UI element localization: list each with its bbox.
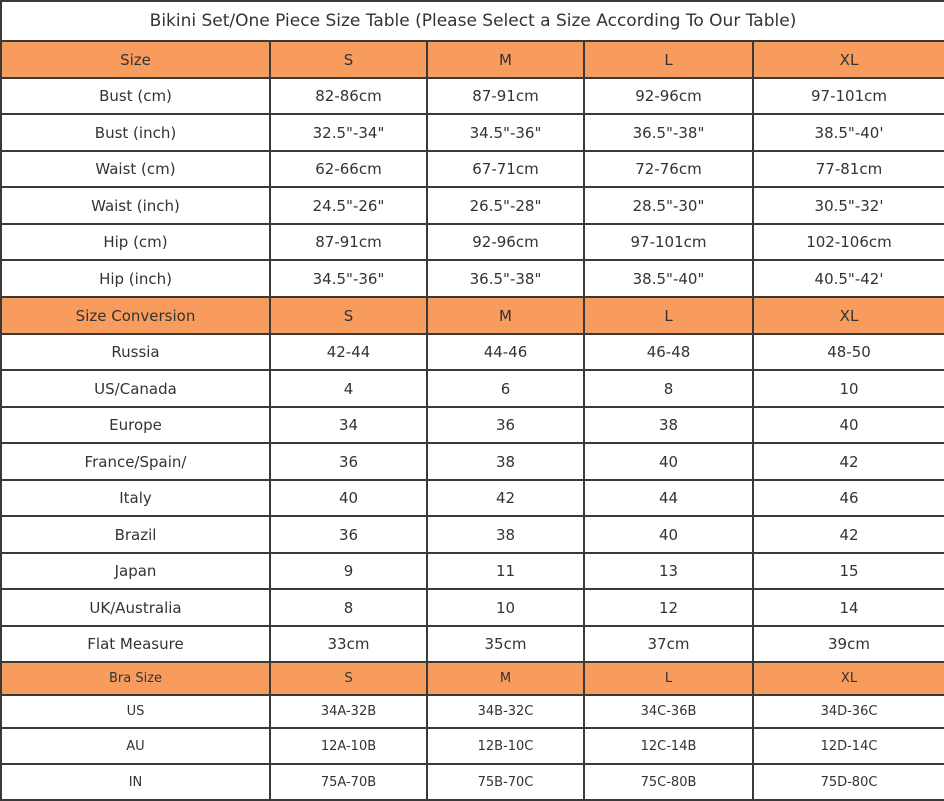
measurement-header-row [1,41,944,78]
table-row [1,407,944,443]
row-label: Italy [1,480,270,516]
table-cell: 102-106cm [753,224,944,260]
table-row [1,78,944,114]
table-cell: 36 [427,407,584,443]
row-label: Europe [1,407,270,443]
table-cell: 34D-36C [753,695,944,728]
table-cell: 75D-80C [753,764,944,800]
table-cell: 40.5"-42' [753,260,944,297]
table-cell: 75B-70C [427,764,584,800]
table-cell: 42-44 [270,334,427,370]
table-cell: 32.5"-34" [270,114,427,151]
table-cell: 40 [584,443,753,480]
table-cell: 72-76cm [584,151,753,187]
table-cell: 11 [427,553,584,589]
table-cell: 46-48 [584,334,753,370]
size-column-header: S [270,662,427,695]
table-cell: 12A-10B [270,728,427,764]
table-cell: 15 [753,553,944,589]
table-cell: 30.5"-32' [753,187,944,224]
table-cell: 36.5"-38" [427,260,584,297]
table-cell: 10 [753,370,944,407]
size-column-header: M [427,41,584,78]
size-column-header: L [584,297,753,334]
table-cell: 38 [427,516,584,553]
row-label: AU [1,728,270,764]
table-cell: 12D-14C [753,728,944,764]
table-cell: 46 [753,480,944,516]
table-cell: 39cm [753,626,944,662]
size-column-header: L [584,662,753,695]
table-row [1,187,944,224]
table-cell: 92-96cm [427,224,584,260]
table-cell: 42 [753,443,944,480]
table-cell: 40 [584,516,753,553]
row-label: Flat Measure [1,626,270,662]
row-label: Waist (cm) [1,151,270,187]
table-cell: 34A-32B [270,695,427,728]
table-cell: 92-96cm [584,78,753,114]
table-row [1,151,944,187]
table-cell: 42 [753,516,944,553]
table-cell: 38.5"-40' [753,114,944,151]
table-cell: 40 [270,480,427,516]
row-label: Japan [1,553,270,589]
table-cell: 34 [270,407,427,443]
table-row [1,626,944,662]
table-row [1,480,944,516]
table-cell: 33cm [270,626,427,662]
table-cell: 42 [427,480,584,516]
table-cell: 37cm [584,626,753,662]
table-cell: 82-86cm [270,78,427,114]
table-row [1,589,944,626]
bra-header-row [1,662,944,695]
table-cell: 12B-10C [427,728,584,764]
measurement-header-label: Size [1,41,270,78]
table-cell: 34C-36B [584,695,753,728]
table-cell: 10 [427,589,584,626]
table-cell: 38.5"-40" [584,260,753,297]
conversion-header-row [1,297,944,334]
table-row [1,260,944,297]
table-cell: 36.5"-38" [584,114,753,151]
table-title: Bikini Set/One Piece Size Table (Please Select a Size According To Our Table) [1,1,944,41]
conversion-header-label: Size Conversion [1,297,270,334]
row-label: Brazil [1,516,270,553]
size-column-header: S [270,41,427,78]
table-cell: 38 [427,443,584,480]
row-label: IN [1,764,270,800]
size-column-header: XL [753,297,944,334]
table-row [1,553,944,589]
size-column-header: M [427,662,584,695]
table-cell: 40 [753,407,944,443]
table-row [1,370,944,407]
table-cell: 14 [753,589,944,626]
table-row [1,728,944,764]
table-cell: 35cm [427,626,584,662]
table-cell: 77-81cm [753,151,944,187]
row-label: Hip (inch) [1,260,270,297]
table-cell: 4 [270,370,427,407]
table-row [1,443,944,480]
table-cell: 28.5"-30" [584,187,753,224]
size-column-header: XL [753,662,944,695]
table-cell: 75C-80B [584,764,753,800]
table-cell: 48-50 [753,334,944,370]
table-cell: 87-91cm [270,224,427,260]
table-cell: 26.5"-28" [427,187,584,224]
table-cell: 9 [270,553,427,589]
table-cell: 34.5"-36" [427,114,584,151]
table-cell: 67-71cm [427,151,584,187]
row-label: Hip (cm) [1,224,270,260]
bra-header-label: Bra Size [1,662,270,695]
table-row [1,764,944,800]
table-cell: 34B-32C [427,695,584,728]
row-label: France/Spain/ [1,443,270,480]
row-label: US/Canada [1,370,270,407]
row-label: US [1,695,270,728]
table-cell: 36 [270,443,427,480]
table-cell: 12C-14B [584,728,753,764]
size-column-header: XL [753,41,944,78]
row-label: Bust (cm) [1,78,270,114]
table-cell: 36 [270,516,427,553]
table-cell: 34.5"-36" [270,260,427,297]
size-column-header: S [270,297,427,334]
table-cell: 13 [584,553,753,589]
table-cell: 87-91cm [427,78,584,114]
table-cell: 62-66cm [270,151,427,187]
table-cell: 24.5"-26" [270,187,427,224]
table-cell: 44-46 [427,334,584,370]
table-cell: 44 [584,480,753,516]
row-label: Bust (inch) [1,114,270,151]
row-label: Waist (inch) [1,187,270,224]
table-cell: 8 [584,370,753,407]
size-column-header: L [584,41,753,78]
size-column-header: M [427,297,584,334]
table-row [1,224,944,260]
table-cell: 8 [270,589,427,626]
table-row [1,516,944,553]
title-row [1,1,944,41]
table-cell: 75A-70B [270,764,427,800]
table-cell: 97-101cm [753,78,944,114]
table-cell: 38 [584,407,753,443]
table-row [1,334,944,370]
row-label: UK/Australia [1,589,270,626]
table-row [1,695,944,728]
table-cell: 12 [584,589,753,626]
row-label: Russia [1,334,270,370]
table-row [1,114,944,151]
table-cell: 97-101cm [584,224,753,260]
table-cell: 6 [427,370,584,407]
